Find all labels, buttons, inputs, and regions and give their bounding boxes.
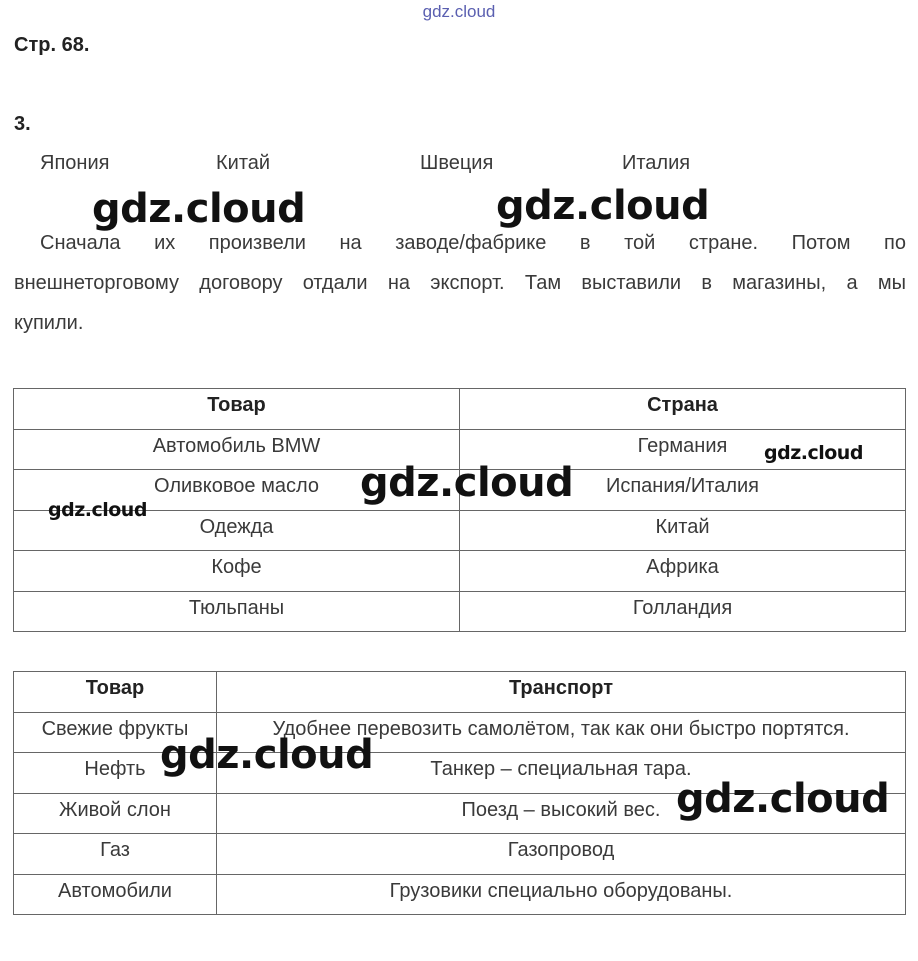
watermark: gdz.cloud [496,183,710,229]
transport-cell: Удобнее перевозить самолётом, так как они быстро портятся. [217,712,906,753]
country-cell: Китай [460,510,906,551]
goods-cell: Одежда [14,510,460,551]
goods-cell: Газ [14,834,217,875]
watermark: gdz.cloud [92,186,306,232]
country-cell: Голландия [460,591,906,632]
watermark: gdz.cloud [48,499,147,521]
transport-cell: Газопровод [217,834,906,875]
table-header-row [14,389,906,430]
goods-cell: Нефть [14,753,217,794]
country-japan: Япония [40,152,110,174]
top-watermark: gdz.cloud [422,2,496,21]
column-header-goods: Товар [14,672,217,713]
country-italy: Италия [622,152,691,174]
paragraph-line-1: Сначала их произвели на заводе/фабрике в той стране. Потом по [40,232,906,254]
watermark: gdz.cloud [160,732,374,778]
country-sweden: Швеция [420,152,494,174]
table-row [14,551,906,592]
country-cell: Германия [460,429,906,470]
goods-cell: Автомобили [14,874,217,915]
table-row [14,510,906,551]
transport-cell: Грузовики специально оборудованы. [217,874,906,915]
paragraph-line-3: купили. [14,312,84,334]
paragraph-line-2: внешнеторговому договору отдали на экспорт. Там выставили в магазины, а мы [14,272,906,294]
watermark: gdz.cloud [676,776,890,822]
country-cell: Африка [460,551,906,592]
goods-cell: Кофе [14,551,460,592]
transport-cell: Поезд – высокий вес. [217,793,906,834]
column-header-goods: Товар [14,389,460,430]
goods-cell: Свежие фрукты [14,712,217,753]
table-row [14,874,906,915]
goods-cell: Живой слон [14,793,217,834]
country-cell: Испания/Италия [460,470,906,511]
country-china: Китай [216,152,271,174]
table-row [14,712,906,753]
table-header-row [14,672,906,713]
goods-cell: Автомобиль BMW [14,429,460,470]
transport-cell: Танкер – специальная тара. [217,753,906,794]
page-header: Стр. 68. [14,34,90,56]
table-row [14,591,906,632]
goods-cell: Оливковое масло [14,470,460,511]
watermark: gdz.cloud [360,460,574,506]
watermark: gdz.cloud [764,442,863,464]
task-number: 3. [14,113,31,135]
goods-country-table [13,388,906,632]
table-row [14,834,906,875]
column-header-country: Страна [460,389,906,430]
column-header-transport: Транспорт [217,672,906,713]
goods-cell: Тюльпаны [14,591,460,632]
